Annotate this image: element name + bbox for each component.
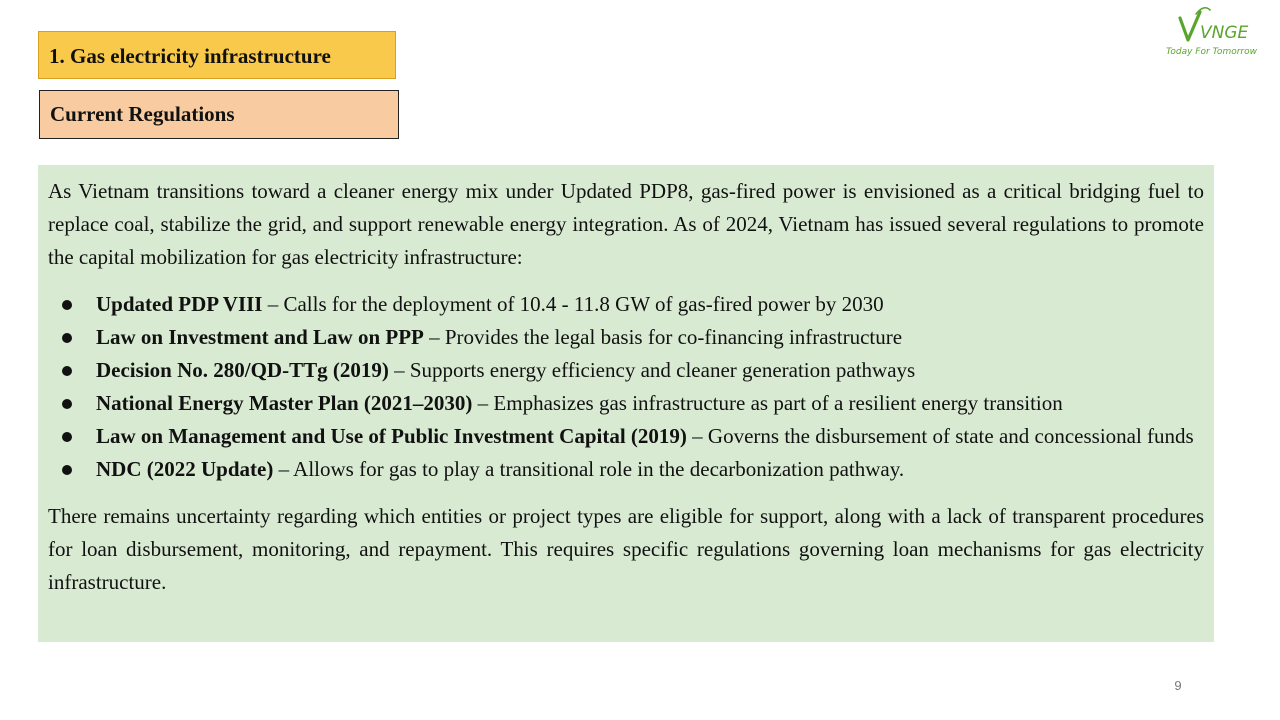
list-item [48,420,1204,453]
regulations-list [48,288,1204,486]
list-item [48,387,1204,420]
company-logo [1160,4,1278,64]
regulation-title: Updated PDP VIII [96,292,263,316]
bullet-icon [62,432,72,442]
bullet-icon [62,465,72,475]
list-item [48,354,1204,387]
regulation-title: Law on Management and Use of Public Investment Capital (2019) [96,424,687,448]
list-item [48,453,1204,486]
regulation-description: – Governs the disbursement of state and concessional funds [686,424,1194,448]
regulations-content-box [38,165,1214,642]
regulation-title: Decision No. 280/QD-TTg (2019) [96,358,389,382]
list-item [48,288,1204,321]
intro-paragraph: As Vietnam transitions toward a cleaner energy mix under Updated PDP8, gas-fired power is envisioned as a critical bridging fuel to replace coal, stabilize the grid, and support renewable energy integration. As of 2024, Vietnam has issued several regulations to promote the capital mobilization for gas electricity infrastructure: [48,179,1204,269]
logo-tagline: Today For Tomorrow [1166,47,1257,57]
regulation-description: – Allows for gas to play a transitional role in the decarbonization pathway. [273,457,905,481]
regulation-description: – Emphasizes gas infrastructure as part of a resilient energy transition [472,391,1063,415]
regulation-description: – Supports energy efficiency and cleaner generation pathways [388,358,916,382]
closing-paragraph: There remains uncertainty regarding which entities or project types are eligible for support, along with a lack of transparent procedures for loan disbursement, monitoring, and repayment. This requires specific regulations governing loan mechanisms for gas electricity infrastructure. [48,504,1204,594]
regulation-title: National Energy Master Plan (2021–2030) [96,391,473,415]
regulation-description: – Provides the legal basis for co-financing infrastructure [423,325,903,349]
list-item [48,321,1204,354]
logo-wordmark: VNGE [1200,23,1249,43]
bullet-icon [62,333,72,343]
bullet-icon [62,300,72,310]
page-number: 9 [1174,678,1182,693]
vnge-logo-icon [1160,4,1278,48]
section-title: 1. Gas electricity infrastructure [38,31,396,79]
regulation-description: – Calls for the deployment of 10.4 - 11.8 GW of gas-fired power by 2030 [262,292,884,316]
regulation-title: NDC (2022 Update) [96,457,274,481]
bullet-icon [62,399,72,409]
subtitle-current-regulations: Current Regulations [39,90,399,139]
regulation-title: Law on Investment and Law on PPP [96,325,424,349]
bullet-icon [62,366,72,376]
